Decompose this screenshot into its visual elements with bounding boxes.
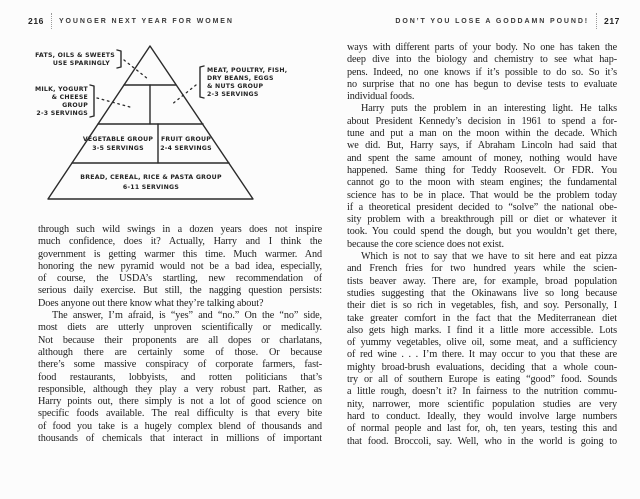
right-page-number: 217 <box>604 16 620 26</box>
header-divider-rule <box>51 13 52 29</box>
fats-leader-line <box>124 60 148 79</box>
food-pyramid-diagram <box>28 38 328 220</box>
right-running-header <box>395 13 620 29</box>
body-text-line: tune and put a man on the moon within the decade. Which <box>347 128 617 140</box>
right-running-title: DON’T YOU LOSE A GODDAMN POUND! <box>395 17 590 25</box>
bread-label-line2: 6-11 SERVINGS <box>122 184 180 191</box>
body-text-line: although there are certainly some of those. Or because <box>38 346 322 358</box>
body-text-line: Harry points out, there simply is not a lot of good science on <box>38 396 322 408</box>
milk-label-line2: & CHEESE <box>51 94 88 101</box>
fruit-label-line2: 2-4 SERVINGS <box>160 145 212 152</box>
body-text-line: Does anyone out there know what they’re talking about? <box>38 297 264 309</box>
header-divider-rule <box>596 13 597 29</box>
body-text-line: took. You could spend the dough, but you wouldn’t get there, <box>347 226 617 238</box>
body-text-line: hard to conduct. Ideally, they would involve large numbers <box>347 410 617 422</box>
body-text-line: tists beaver away. There are, for example, broad population <box>347 275 617 287</box>
body-text-line: studies suggesting that the Okinawans live so long because <box>347 287 617 299</box>
body-text-line: ways with different parts of your body. No one has taken the <box>347 42 617 53</box>
body-text-line: of course, the USDA’s startling, new recommendation of <box>38 273 322 285</box>
right-page-body-text <box>347 42 617 448</box>
left-running-header <box>28 13 234 29</box>
body-text-line: take greater comfort in the fact that the Mediterranean diet <box>347 312 617 324</box>
body-text-line: Harry puts the problem in an interesting light. He talks <box>361 103 617 115</box>
body-text-line: also gets high marks. I find it a little more accessible. Lots <box>347 324 617 336</box>
meat-label-line4: 2-3 SERVINGS <box>207 91 259 98</box>
body-text-line: honoring the new pyramid would not be a bad idea, especially, <box>38 260 322 272</box>
body-text-line: serious daily exercise. But still, the nagging question persists: <box>38 285 322 297</box>
body-text-line: of food you take is a hugely complex blend of thousands and <box>38 420 322 432</box>
body-text-line: cannot go to the moon with steam engines; the fundamental <box>347 177 617 189</box>
body-text-line: through such wild swings in a dozen years does not inspire <box>38 224 322 235</box>
body-text-line: of red wine . . . I’m there. It may occur to you that these are <box>347 349 617 361</box>
milk-label-line3: GROUP <box>62 102 88 109</box>
body-text-line: deep dive into the biology and chemistry to see what hap- <box>347 54 617 66</box>
body-text-line: nity, narrower, more scientific population studies are very <box>347 398 617 410</box>
body-text-line: a little rough, doesn’t it? In fairness to the nutrition commu- <box>347 386 617 398</box>
vegetable-label-line2: 3-5 SERVINGS <box>92 145 144 152</box>
left-page-number: 216 <box>28 16 44 26</box>
body-text-line: because the core science does not exist. <box>347 238 504 250</box>
body-text-line: The answer, I’m afraid, is “yes” and “no.” On the “no” side, <box>52 310 322 322</box>
body-text-line: individual foods. <box>347 91 415 103</box>
body-text-line: food restaurants, lobbyists, and rotten politicians that’s <box>38 371 322 383</box>
meat-leader-line <box>171 85 196 105</box>
milk-leader-line <box>97 98 130 107</box>
milk-bracket <box>90 85 94 117</box>
body-text-line: of normal people and last for, oh, ten years, testing this and <box>347 423 617 435</box>
milk-label-line4: 2-3 SERVINGS <box>36 110 88 117</box>
body-text-line: government is getting warmer this time. Much warmer. And <box>38 248 322 260</box>
body-text-line: responsible, although they play a very robust part. Rather, as <box>38 383 322 395</box>
meat-bracket <box>200 66 204 98</box>
body-text-line: and French fries for two hundred years while the scien- <box>347 263 617 275</box>
meat-label-line1: MEAT, POULTRY, FISH, <box>207 67 288 74</box>
body-text-line: we did. But, Harry says, if Abraham Lincoln had said that <box>347 140 617 152</box>
body-text-line: and spent the same amount of money, nothing would have <box>347 152 617 164</box>
body-text-line: Not because their proponents are all dopes or charlatans, <box>38 334 322 346</box>
body-text-line: if a theoretical president decided to “solve” the national obe- <box>347 201 617 213</box>
body-text-line: that food. Broccoli, say. Well, who in the world is going to <box>347 435 617 447</box>
body-text-line: sity problem with a breakthrough pill or diet or whatever it <box>347 214 617 226</box>
body-text-line: there’s some massive conspiracy of corporate farmers, fast- <box>38 359 322 371</box>
meat-label-line2: DRY BEANS, EGGS <box>207 75 274 82</box>
bread-label-line1: BREAD, CEREAL, RICE & PASTA GROUP <box>80 174 222 181</box>
body-text-line: about President Kennedy’s decision in 1961 to spend a for- <box>347 115 617 127</box>
body-text-line: Which is not to say that we have to sit here and eat pizza <box>361 251 617 263</box>
body-text-line: mighty broad-brush evaluations, deciding that a whole coun- <box>347 361 617 373</box>
body-text-line: no surprise that no one has begun to devise tests to evaluate <box>347 78 617 90</box>
fats-label-line1: FATS, OILS & SWEETS <box>35 52 115 59</box>
body-text-line: their diet is so rich in vegetables, fish, and soy. Personally, I <box>347 300 617 312</box>
body-text-line: most diets are utterly unproven scientifically or medically. <box>38 322 322 334</box>
left-running-title: YOUNGER NEXT YEAR FOR WOMEN <box>58 17 234 25</box>
fruit-label-line1: FRUIT GROUP <box>160 136 212 143</box>
meat-label-line3: & NUTS GROUP <box>207 83 264 90</box>
fats-bracket <box>117 50 121 68</box>
body-text-line: thousands of chemicals that interact in millions of important <box>38 433 322 445</box>
body-text-line: much confidence, does it? Actually, Harry and I think the <box>38 236 322 248</box>
body-text-line: specific foods available. The real difficulty is that every bite <box>38 408 322 420</box>
milk-label-line1: MILK, YOGURT <box>34 86 88 93</box>
fats-label-line2: USE SPARINGLY <box>52 60 110 67</box>
vegetable-label-line1: VEGETABLE GROUP <box>82 136 154 143</box>
body-text-line: of yummy vegetables, olive oil, some meat, and a sufficiency <box>347 337 617 349</box>
left-page-body-text <box>38 224 322 445</box>
body-text-line: pens. Indeed, no one knows if it’s possible to do so. So it’s <box>347 66 617 78</box>
body-text-line: science has to be in place. That would be the problem today <box>347 189 617 201</box>
body-text-line: try or all of southern Europe is eating “good” food. Sounds <box>347 374 617 386</box>
body-text-line: happened. Same thing for Teddy Roosevelt. Or FDR. You <box>347 164 617 176</box>
